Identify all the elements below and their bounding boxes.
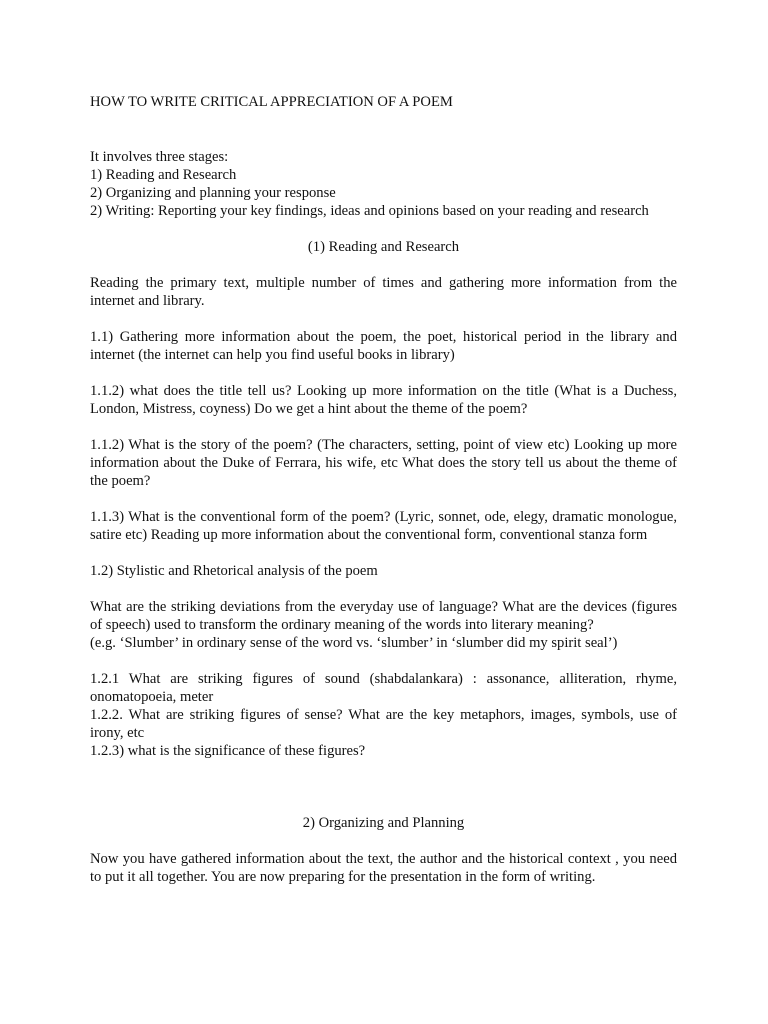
paragraph-1-2-3: 1.2.3) what is the significance of these figures? <box>90 743 366 759</box>
stage-item: 2) Writing: Reporting your key findings, ideas and opinions based on your reading and research <box>90 203 649 219</box>
section2-heading: 2) Organizing and Planning <box>302 815 465 831</box>
section1-intro: Reading the primary text, multiple number of times and gathering more information from the internet and library. <box>90 275 677 309</box>
paragraph-1-1-2-title: 1.1.2) what does the title tell us? Looking up more information on the title (What is a Duchess, London, Mistress, coyness) Do we get a hint about the theme of the poem? <box>90 383 677 417</box>
stage-item: 1) Reading and Research <box>90 167 237 183</box>
paragraph-1-1-3: 1.1.3) What is the conventional form of the poem? (Lyric, sonnet, ode, elegy, dramatic monologue, satire etc) Reading up more information about the conventional form, conventional stanza form <box>90 509 677 543</box>
document-title: HOW TO WRITE CRITICAL APPRECIATION OF A POEM <box>90 94 453 110</box>
section2-body: Now you have gathered information about the text, the author and the historical context , you need to put it all together. You are now preparing for the presentation in the form of writing. <box>90 851 677 885</box>
document-page <box>90 93 677 886</box>
section-spacer <box>90 760 677 796</box>
paragraph-1-1: 1.1) Gathering more information about the poem, the poet, historical period in the library and internet (the internet can help you find useful books in library) <box>90 329 677 363</box>
stages-list <box>90 148 677 220</box>
devices-example: (e.g. ‘Slumber’ in ordinary sense of the word vs. ‘slumber’ in ‘slumber did my spirit seal’) <box>90 635 618 651</box>
devices-question: What are the striking deviations from the everyday use of language? What are the devices (figures of speech) used to transform the ordinary meaning of the words into literary meaning? <box>90 599 677 633</box>
section1-heading: (1) Reading and Research <box>307 239 460 255</box>
section-spacer <box>90 796 677 814</box>
stage-item: 2) Organizing and planning your response <box>90 185 336 201</box>
devices-paragraph <box>90 598 677 652</box>
paragraph-1-2-1: 1.2.1 What are striking figures of sound (shabdalankara) : assonance, alliteration, rhyme, onomatopoeia, meter <box>90 671 677 705</box>
figures-list <box>90 670 677 760</box>
paragraph-1-2-2: 1.2.2. What are striking figures of sense? What are the key metaphors, images, symbols, use of irony, etc <box>90 707 677 741</box>
paragraph-1-1-2-story: 1.1.2) What is the story of the poem? (The characters, setting, point of view etc) Looking up more information about the Duke of Ferrara, his wife, etc What does the story tell us about the theme of the poem? <box>90 437 677 489</box>
stages-intro: It involves three stages: <box>90 149 229 165</box>
paragraph-1-2: 1.2) Stylistic and Rhetorical analysis of the poem <box>90 563 378 579</box>
